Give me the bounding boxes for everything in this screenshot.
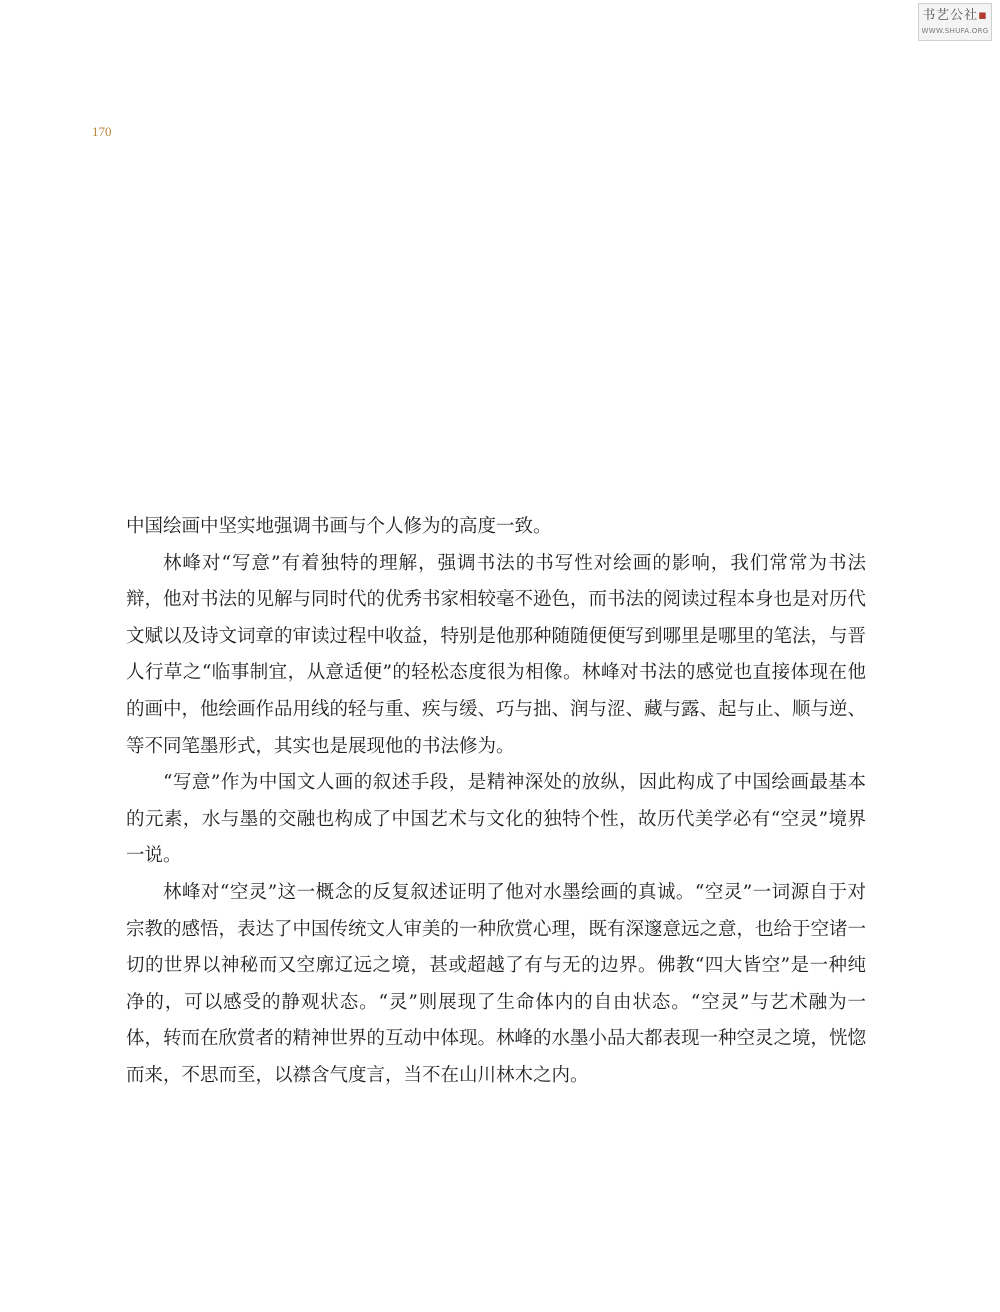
page-number: 170: [92, 124, 112, 139]
watermark-url: WWW.SHUFA.ORG: [921, 27, 989, 35]
body-text: [126, 509, 866, 1095]
seal-icon: ▪: [978, 8, 988, 23]
watermark-logo-text: 书艺公社▪: [922, 8, 988, 23]
paragraph: “写意”作为中国文人画的叙述手段，是精神深处的放纵，因此构成了中国绘画最基本的元素，水与墨的交融也构成了中国艺术与文化的独特个性，故历代美学必有“空灵”境界一说。: [126, 772, 866, 867]
paragraph-continued: 中国绘画中坚实地强调书画与个人修为的高度一致。: [126, 516, 552, 537]
paragraph: 林峰对“空灵”这一概念的反复叙述证明了他对水墨绘画的真诚。“空灵”一词源自于对宗教的感悟，表达了中国传统文人审美的一种欣赏心理，既有深邃意远之意，也给于空诸一切的世界以神秘而又空廓辽远之境，甚或超越了有与无的边界。佛教“四大皆空”是一种纯净的，可以感受的静观状态。“灵”则展现了生命体内的自由状态。“空灵”与艺术融为一体，转而在欣赏者的精神世界的互动中体现。林峰的水墨小品大都表现一种空灵之境，恍惚而来，不思而至，以襟含气度言，当不在山川林木之内。: [126, 881, 867, 1086]
watermark-logo: [918, 3, 992, 41]
paragraph: 林峰对“写意”有着独特的理解，强调书法的书写性对绘画的影响，我们常常为书法辩，他对书法的见解与同时代的优秀书家相较毫不逊色，而书法的阅读过程本身也是对历代文赋以及诗文词章的审读过程中收益，特别是他那种随随便便写到哪里是哪里的笔法，与晋人行草之“临事制宜，从意适便”的轻松态度很为相像。林峰对书法的感觉也直接体现在他的画中，他绘画作品用线的轻与重、疾与缓、巧与拙、润与涩、藏与露、起与止、顺与逆、等不同笔墨形式，其实也是展现他的书法修为。: [126, 552, 867, 757]
